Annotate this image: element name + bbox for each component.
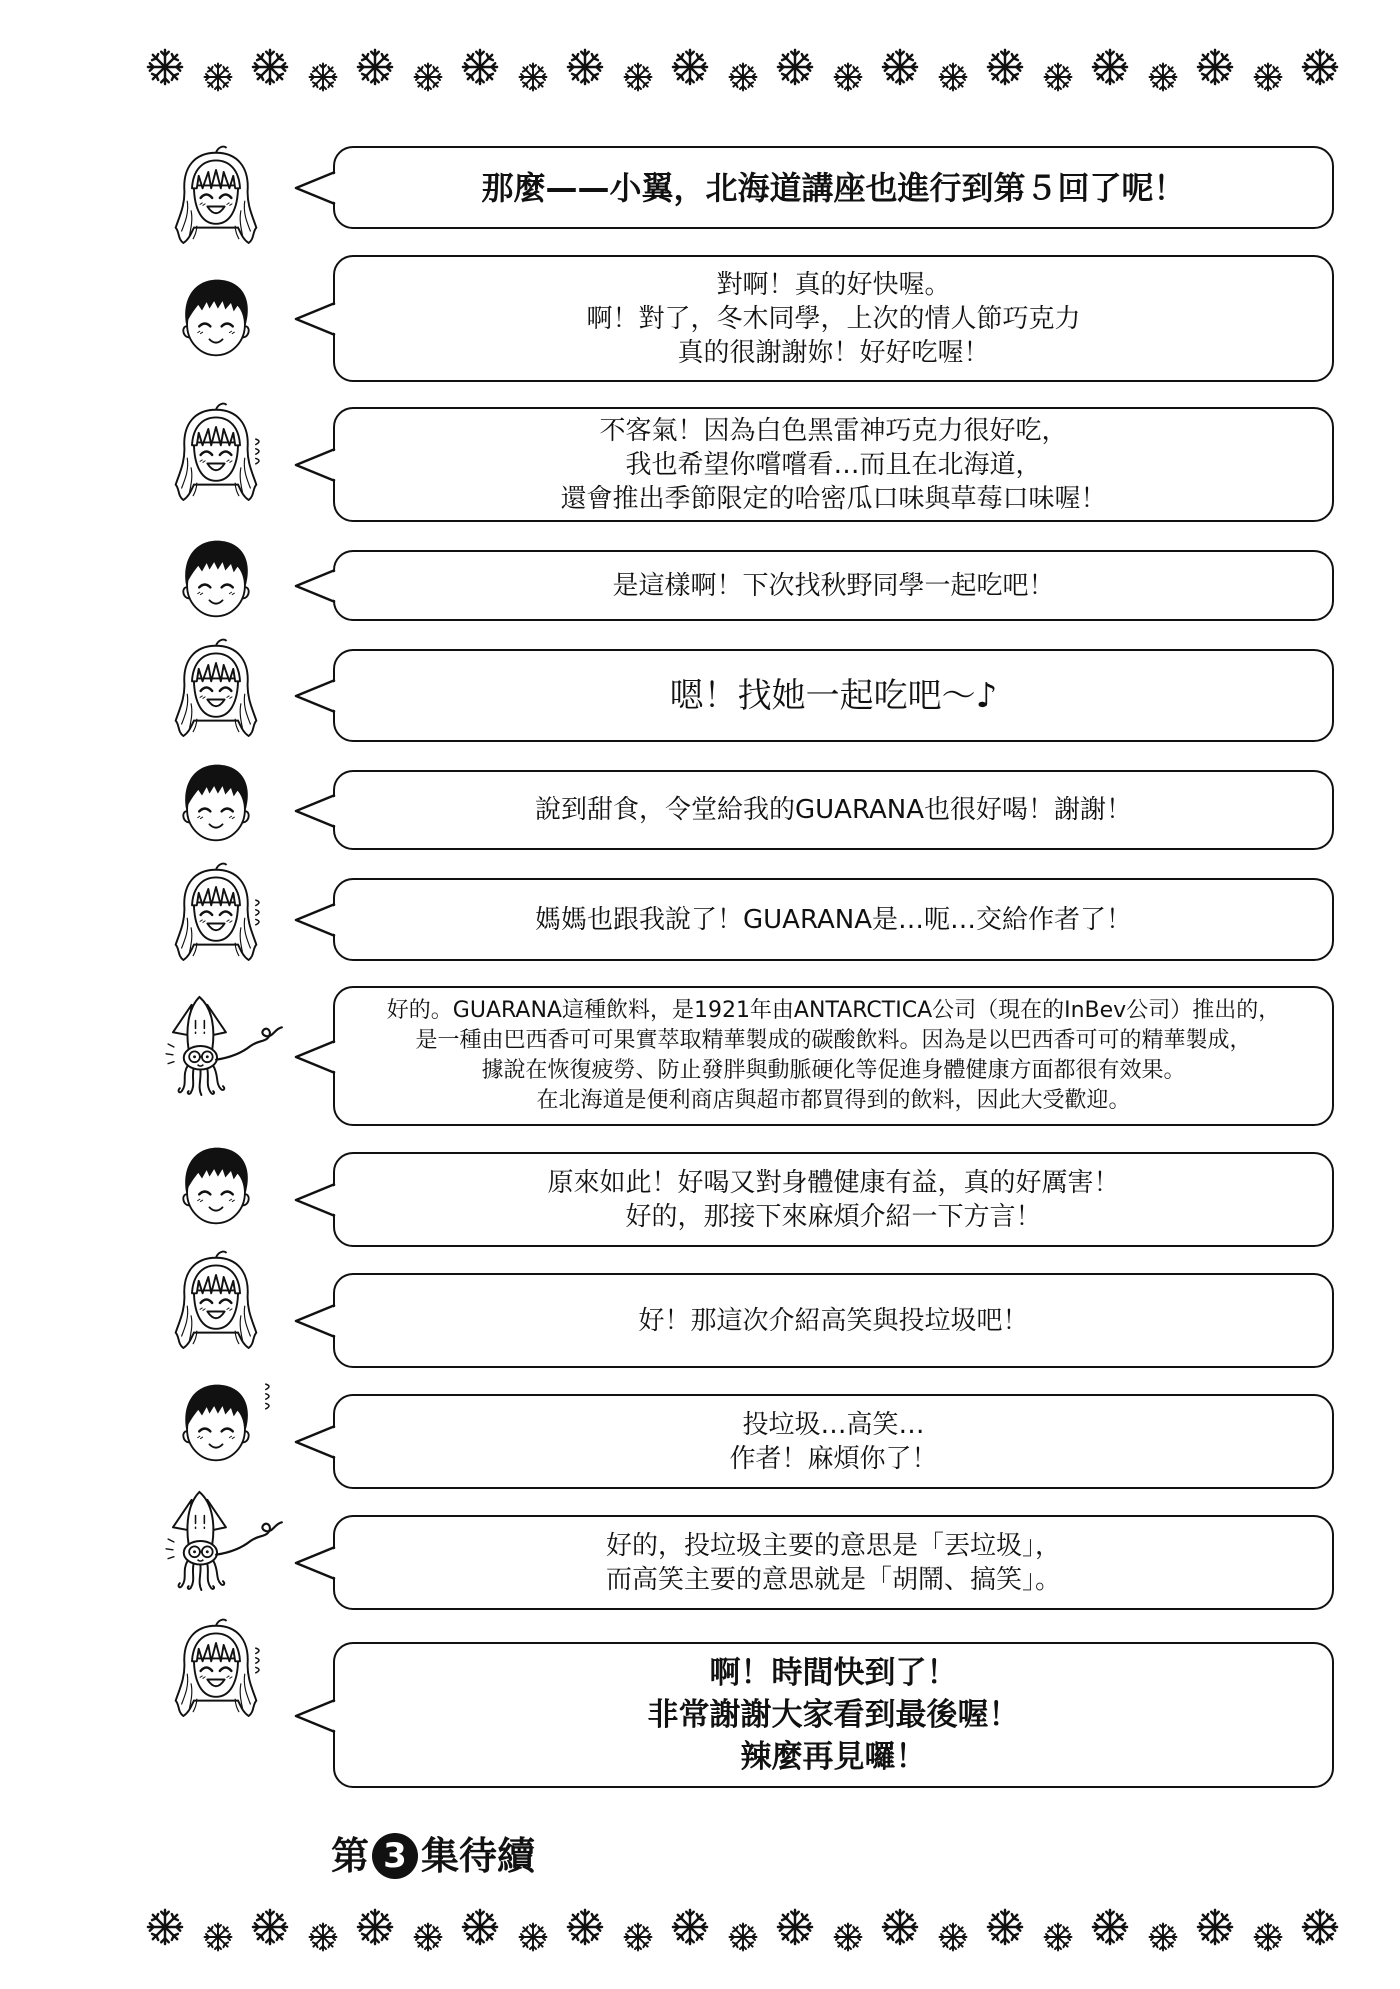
speech-bubble-tail bbox=[294, 1039, 336, 1075]
snowflake-icon bbox=[518, 62, 548, 92]
snowflake-icon bbox=[1043, 62, 1073, 92]
snowflake-icon bbox=[728, 1922, 758, 1952]
speech-bubble bbox=[333, 986, 1334, 1126]
snowflake-icon bbox=[1301, 1908, 1339, 1946]
dialogue-line: 而高笑主要的意思就是「胡鬧、搞笑」。 bbox=[605, 1564, 1061, 1595]
snowflake-icon bbox=[986, 1908, 1024, 1946]
to-be-continued bbox=[331, 1831, 535, 1881]
speech-bubble bbox=[333, 1394, 1334, 1489]
girl-avatar bbox=[168, 860, 264, 964]
dialogue-line: 是這樣啊！下次找秋野同學一起吃吧！ bbox=[612, 570, 1055, 601]
laugh-marks-icon bbox=[254, 437, 264, 467]
snowflake-icon bbox=[1196, 1908, 1234, 1946]
girl-avatar bbox=[168, 1616, 264, 1720]
dialogue-row bbox=[0, 986, 1400, 1126]
snowflake-icon bbox=[203, 62, 233, 92]
speech-bubble bbox=[333, 1515, 1334, 1610]
boy-avatar bbox=[174, 757, 258, 847]
snowflake-icon bbox=[881, 48, 919, 86]
speech-bubble bbox=[333, 1273, 1334, 1368]
girl-avatar bbox=[168, 143, 264, 247]
dialogue-line: 在北海道是便利商店與超市都買得到的飲料，因此大受歡迎。 bbox=[536, 1088, 1131, 1113]
speech-bubble-tail bbox=[294, 170, 336, 206]
girl-avatar bbox=[168, 1248, 264, 1352]
dialogue-line: 還會推出季節限定的哈密瓜口味與草莓口味喔！ bbox=[560, 483, 1107, 514]
dialogue-line: 是一種由巴西香可可果實萃取精華製成的碳酸飲料。因為是以巴西香可可的精華製成， bbox=[415, 1028, 1252, 1053]
snowflake-icon bbox=[833, 1922, 863, 1952]
dialogue-line: 真的很謝謝妳！好好吃喔！ bbox=[677, 337, 990, 368]
dialogue-line: 嗯！找她一起吃吧～♪ bbox=[669, 675, 998, 716]
snowflake-icon bbox=[1253, 62, 1283, 92]
speech-bubble bbox=[333, 550, 1334, 621]
dialogue-row bbox=[0, 649, 1400, 742]
squid-author-avatar bbox=[158, 995, 286, 1097]
snowflake-icon bbox=[623, 1922, 653, 1952]
dialogue-line: 作者！麻煩你了！ bbox=[729, 1443, 938, 1474]
speech-bubble-tail bbox=[294, 568, 336, 604]
snowflake-icon bbox=[1148, 62, 1178, 92]
dialogue-line: 非常謝謝大家看到最後喔！ bbox=[647, 1697, 1020, 1733]
snowflake-icon bbox=[1196, 48, 1234, 86]
squid-author-avatar bbox=[158, 1490, 286, 1592]
dialogue-line: 據說在恢復疲勞、防止發胖與動脈硬化等促進身體健康方面都很有效果。 bbox=[481, 1058, 1186, 1083]
snowflake-icon bbox=[356, 1908, 394, 1946]
snowflake-icon bbox=[413, 1922, 443, 1952]
speech-bubble bbox=[333, 146, 1334, 229]
snowflake-icon bbox=[938, 1922, 968, 1952]
dialogue-row bbox=[0, 407, 1400, 522]
dialogue-row bbox=[0, 550, 1400, 621]
snowflake-icon bbox=[356, 48, 394, 86]
speech-bubble bbox=[333, 649, 1334, 742]
dialogue-row bbox=[0, 1152, 1400, 1247]
speech-bubble-tail bbox=[294, 301, 336, 337]
snowflake-icon bbox=[623, 62, 653, 92]
snowflake-icon bbox=[671, 1908, 709, 1946]
dialogue-line: 啊！時間快到了！ bbox=[709, 1655, 958, 1691]
speech-bubble bbox=[333, 1642, 1334, 1788]
dialogue-line: 投垃圾…高笑… bbox=[742, 1409, 925, 1440]
speech-bubble bbox=[333, 255, 1334, 382]
snowflake-icon bbox=[986, 48, 1024, 86]
snowflake-icon bbox=[146, 48, 184, 86]
dialogue-row bbox=[0, 1273, 1400, 1368]
snowflake-icon bbox=[461, 48, 499, 86]
dialogue-line: 我也希望你嚐嚐看…而且在北海道， bbox=[625, 449, 1042, 480]
dialogue-line: 好的，那接下來麻煩介紹一下方言！ bbox=[625, 1201, 1042, 1232]
dialogue-row bbox=[0, 255, 1400, 382]
laugh-marks-icon bbox=[254, 898, 264, 928]
snowflake-icon bbox=[251, 1908, 289, 1946]
snowflake-icon bbox=[146, 1908, 184, 1946]
snowflake-icon bbox=[1091, 1908, 1129, 1946]
snowflake-icon bbox=[1091, 48, 1129, 86]
speech-bubble-tail bbox=[294, 1303, 336, 1339]
dialogue-line: 啊！對了，冬木同學，上次的情人節巧克力 bbox=[586, 303, 1081, 334]
speech-bubble-tail bbox=[294, 1424, 336, 1460]
snowflake-icon bbox=[776, 1908, 814, 1946]
dialogue-line: 好的，投垃圾主要的意思是「丟垃圾」， bbox=[605, 1530, 1061, 1561]
snowflake-icon bbox=[776, 48, 814, 86]
girl-avatar bbox=[168, 400, 264, 504]
snowflake-icon bbox=[203, 1922, 233, 1952]
boy-avatar bbox=[174, 1377, 258, 1467]
snowflake-icon bbox=[1253, 1922, 1283, 1952]
volume-number-badge: 3 bbox=[372, 1833, 418, 1879]
snowflake-icon bbox=[308, 62, 338, 92]
speech-bubble bbox=[333, 878, 1334, 961]
speech-bubble-tail bbox=[294, 447, 336, 483]
snowflake-icon bbox=[1043, 1922, 1073, 1952]
dialogue-row bbox=[0, 146, 1400, 229]
dialogue-row bbox=[0, 1515, 1400, 1610]
to-be-continued-prefix: 第 bbox=[331, 1834, 370, 1878]
dialogue-line: 原來如此！好喝又對身體健康有益，真的好厲害！ bbox=[547, 1167, 1120, 1198]
boy-avatar bbox=[174, 1140, 258, 1230]
dialogue-row bbox=[0, 770, 1400, 850]
dialogue-line: 好！那這次介紹高笑與投垃圾吧！ bbox=[638, 1305, 1029, 1336]
snowflake-icon bbox=[938, 62, 968, 92]
speech-bubble bbox=[333, 1152, 1334, 1247]
bottom-snowflake-border bbox=[0, 1908, 1400, 1960]
dialogue-row bbox=[0, 1394, 1400, 1489]
dialogue-row bbox=[0, 878, 1400, 961]
dialogue-line: 辣麼再見囉！ bbox=[740, 1739, 927, 1775]
dialogue-row bbox=[0, 1642, 1400, 1788]
snowflake-icon bbox=[518, 1922, 548, 1952]
snowflake-icon bbox=[413, 62, 443, 92]
speech-bubble-tail bbox=[294, 1545, 336, 1581]
laugh-marks-icon bbox=[254, 1646, 264, 1676]
snowflake-icon bbox=[1301, 48, 1339, 86]
snowflake-icon bbox=[251, 48, 289, 86]
speech-bubble bbox=[333, 407, 1334, 522]
dialogue-line: 說到甜食，令堂給我的GUARANA也很好喝！謝謝！ bbox=[535, 795, 1132, 825]
snowflake-icon bbox=[308, 1922, 338, 1952]
snowflake-icon bbox=[1148, 1922, 1178, 1952]
speech-bubble-tail bbox=[294, 1698, 336, 1734]
dialogue-line: 那麼——小翼，北海道講座也進行到第５回了呢！ bbox=[481, 168, 1186, 207]
speech-bubble-tail bbox=[294, 793, 336, 829]
speech-bubble-tail bbox=[294, 1182, 336, 1218]
speech-bubble-tail bbox=[294, 902, 336, 938]
snowflake-icon bbox=[566, 1908, 604, 1946]
snowflake-icon bbox=[566, 48, 604, 86]
dialogue-line: 媽媽也跟我說了！GUARANA是…呃…交給作者了！ bbox=[535, 904, 1132, 935]
top-snowflake-border bbox=[0, 48, 1400, 100]
boy-avatar bbox=[174, 272, 258, 362]
dialogue-line: 不客氣！因為白色黑雷神巧克力很好吃， bbox=[599, 415, 1068, 446]
boy-avatar bbox=[174, 533, 258, 623]
dialogue-line: 好的。GUARANA這種飲料，是1921年由ANTARCTICA公司（現在的InBev公司）推出的， bbox=[386, 998, 1281, 1023]
to-be-continued-suffix: 集待續 bbox=[421, 1834, 536, 1878]
snowflake-icon bbox=[671, 48, 709, 86]
speech-bubble-tail bbox=[294, 678, 336, 714]
speech-bubble bbox=[333, 770, 1334, 850]
snowflake-icon bbox=[728, 62, 758, 92]
snowflake-icon bbox=[833, 62, 863, 92]
snowflake-icon bbox=[461, 1908, 499, 1946]
snowflake-icon bbox=[881, 1908, 919, 1946]
dialogue-line: 對啊！真的好快喔。 bbox=[716, 269, 951, 300]
laugh-marks-icon bbox=[264, 1382, 274, 1412]
girl-avatar bbox=[168, 636, 264, 740]
